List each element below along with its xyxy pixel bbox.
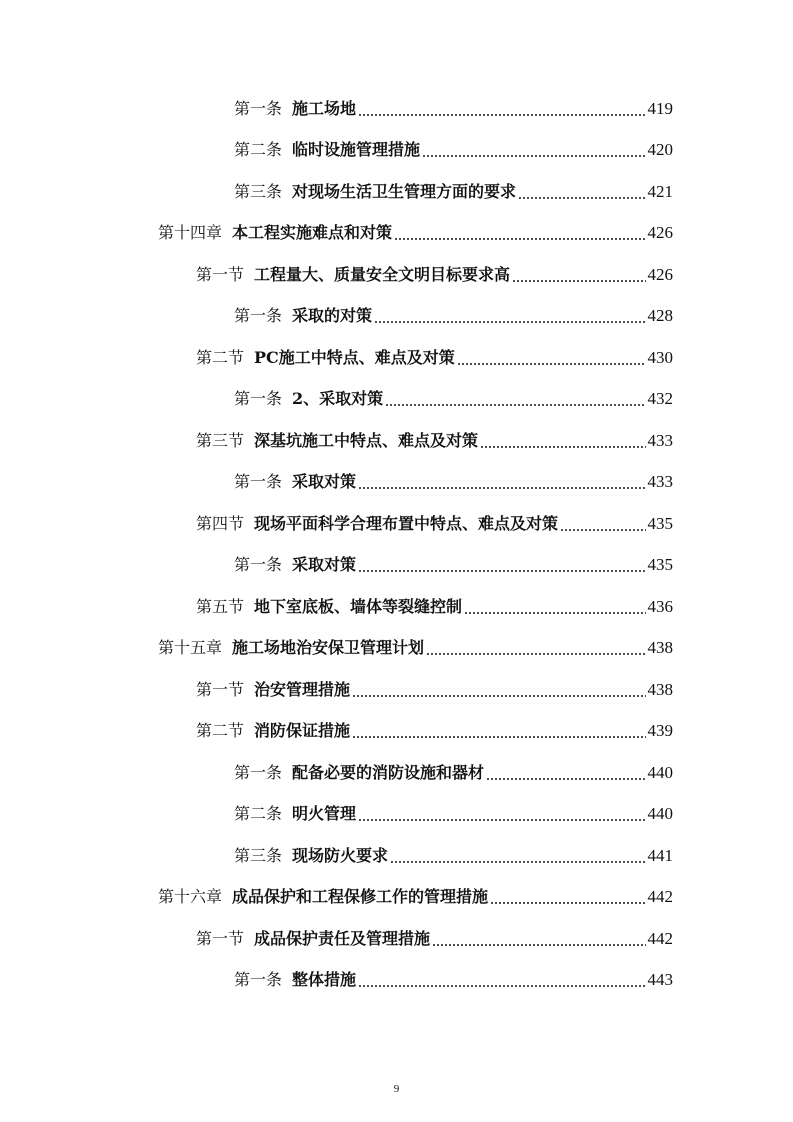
toc-entry-title: 现场平面科学合理布置中特点、难点及对策 [254,513,559,533]
toc-entry-number: 第一条 [234,970,283,990]
toc-entry[interactable] [0,877,793,919]
toc-entry-page: 430 [647,347,673,367]
toc-entry[interactable] [0,213,793,255]
toc-entry-title: 地下室底板、墙体等裂缝控制 [254,596,463,616]
toc-entry-title: 采取的对策 [292,306,373,326]
toc-entry[interactable] [0,794,793,836]
toc-entry-page: 435 [647,555,673,575]
toc-entry-number: 第一条 [234,762,283,782]
toc-entry-title: 整体措施 [292,970,357,990]
toc-entry-title: 成品保护和工程保修工作的管理措施 [232,887,489,907]
dot-leader [352,721,645,741]
toc-entry-number: 第一节 [196,679,245,699]
toc-entry-page: 442 [647,887,673,907]
toc-entry-title: 临时设施管理措施 [292,140,421,160]
toc-entry[interactable] [0,503,793,545]
toc-entry-page: 440 [647,804,673,824]
dot-leader [394,223,645,243]
toc-entry-number: 第一条 [234,389,283,409]
toc-entry-page: 426 [647,223,673,243]
toc-entry[interactable] [0,669,793,711]
toc-entry-page: 432 [647,389,673,409]
toc-entry-title: 采取对策 [292,472,357,492]
toc-entry[interactable] [0,462,793,504]
dot-leader [457,348,646,368]
toc-entry-number: 第五节 [196,596,245,616]
toc-entry-number: 第二节 [196,721,245,741]
toc-entry[interactable] [0,628,793,670]
toc-entry-number: 第二条 [234,804,283,824]
toc-entry-page: 420 [647,140,673,160]
toc-entry-number: 第一条 [234,98,283,118]
toc-entry-number: 第一条 [234,306,283,326]
dot-leader [560,514,645,534]
page-number-footer: 9 [393,1083,400,1095]
toc-entry-page: 433 [647,430,673,450]
toc-entry-title: 现场防火要求 [292,845,389,865]
toc-entry[interactable] [0,420,793,462]
toc-entry-page: 419 [647,98,673,118]
dot-leader [518,182,645,202]
toc-entry-number: 第一条 [234,472,283,492]
toc-entry-title: 明火管理 [292,804,357,824]
toc-entry-title: 本工程实施难点和对策 [232,223,393,243]
toc-entry-number: 第一节 [196,928,245,948]
dot-leader [422,140,645,160]
dot-leader [385,389,645,409]
toc-entry-page: 442 [647,928,673,948]
dot-leader [358,555,645,575]
dot-leader [490,887,645,907]
dot-leader [480,431,645,451]
toc-entry-page: 438 [647,679,673,699]
toc-entry[interactable] [0,254,793,296]
toc-entry-page: 426 [647,264,673,284]
dot-leader [352,680,645,700]
toc-entry[interactable] [0,586,793,628]
table-of-contents [0,88,793,1001]
toc-entry-title: 治安管理措施 [254,679,351,699]
toc-entry-title: 施工场地 [292,98,357,118]
toc-entry-number: 第十五章 [158,638,223,658]
toc-entry-title: 深基坑施工中特点、难点及对策 [254,430,479,450]
toc-entry-title: 工程量大、质量安全文明目标要求高 [254,264,511,284]
toc-entry-number: 第二节 [196,347,245,367]
dot-leader [358,99,645,119]
toc-entry-title: 成品保护责任及管理措施 [254,928,431,948]
toc-entry-title: 消防保证措施 [254,721,351,741]
dot-leader [374,306,645,326]
toc-entry-page: 438 [647,638,673,658]
toc-entry-number: 第四节 [196,513,245,533]
dot-leader [358,472,645,492]
toc-entry[interactable] [0,88,793,130]
toc-entry-page: 435 [647,513,673,533]
toc-entry-number: 第三节 [196,430,245,450]
toc-entry[interactable] [0,379,793,421]
dot-leader [390,846,645,866]
toc-entry-number: 第十四章 [158,223,223,243]
toc-entry[interactable] [0,711,793,753]
toc-entry-title: 配备必要的消防设施和器材 [292,762,485,782]
toc-entry-title: 2、采取对策 [292,389,384,409]
dot-leader [426,638,645,658]
toc-entry[interactable] [0,835,793,877]
toc-entry[interactable] [0,337,793,379]
toc-entry[interactable] [0,545,793,587]
toc-entry-title: 施工场地治安保卫管理计划 [232,638,425,658]
toc-entry-number: 第一条 [234,555,283,575]
toc-entry-page: 440 [647,762,673,782]
toc-entry[interactable] [0,171,793,213]
dot-leader [512,265,645,285]
dot-leader [486,763,645,783]
toc-entry[interactable] [0,296,793,338]
toc-entry-number: 第一节 [196,264,245,284]
toc-entry-title: 采取对策 [292,555,357,575]
toc-entry-number: 第十六章 [158,887,223,907]
dot-leader [358,804,645,824]
toc-entry-page: 428 [647,306,673,326]
dot-leader [358,970,645,990]
toc-entry-number: 第二条 [234,140,283,160]
toc-entry-title: 对现场生活卫生管理方面的要求 [292,181,517,201]
toc-entry[interactable] [0,960,793,1002]
dot-leader [432,929,645,949]
dot-leader [464,597,645,617]
toc-entry[interactable] [0,130,793,172]
toc-entry-page: 421 [647,181,673,201]
toc-entry-page: 436 [647,596,673,616]
toc-entry-number: 第三条 [234,845,283,865]
toc-entry-page: 439 [647,721,673,741]
toc-entry-page: 433 [647,472,673,492]
toc-entry-page: 441 [647,845,673,865]
toc-entry-page: 443 [647,970,673,990]
toc-entry[interactable] [0,918,793,960]
toc-entry[interactable] [0,752,793,794]
toc-entry-number: 第三条 [234,181,283,201]
toc-entry-title: PC施工中特点、难点及对策 [254,347,455,367]
